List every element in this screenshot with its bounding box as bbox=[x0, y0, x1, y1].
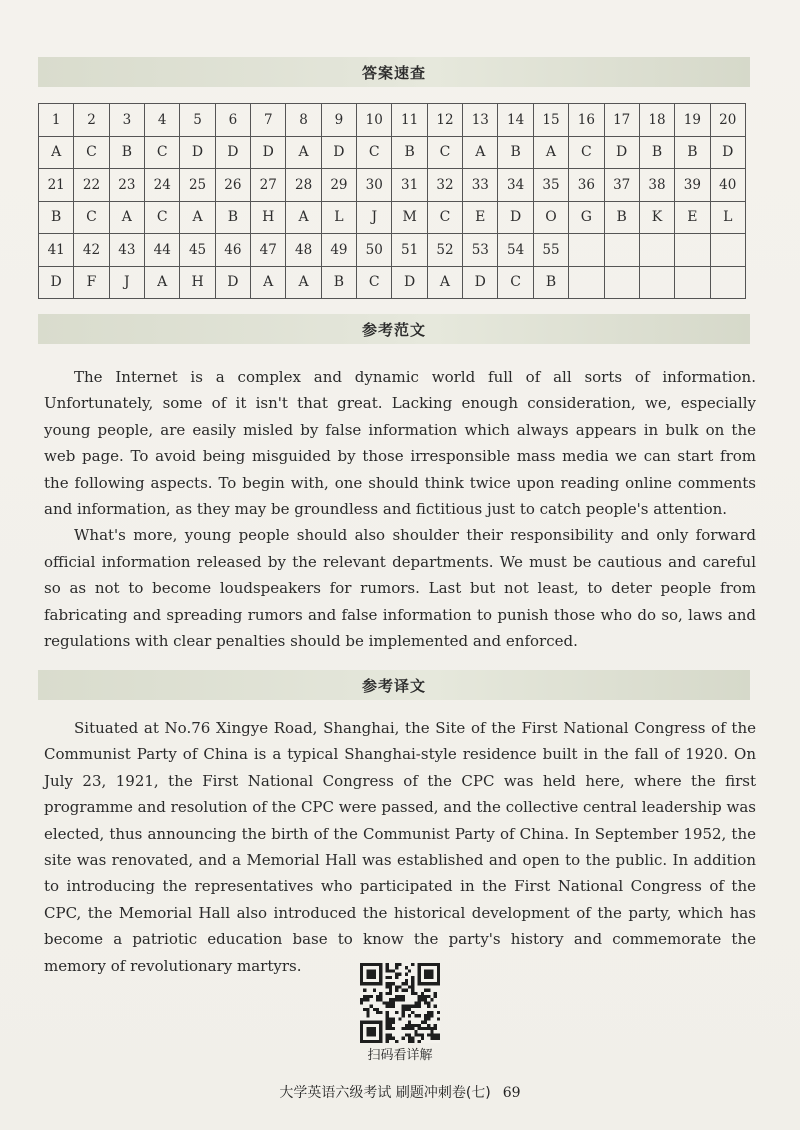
question-number-cell: 31 bbox=[392, 169, 427, 202]
question-number-cell: 15 bbox=[533, 104, 568, 137]
answer-cell: B bbox=[675, 136, 710, 169]
answer-cell: A bbox=[145, 266, 180, 299]
answer-cell: D bbox=[604, 136, 639, 169]
answer-cell: D bbox=[321, 136, 356, 169]
question-number-cell: 37 bbox=[604, 169, 639, 202]
question-number-cell: 40 bbox=[710, 169, 745, 202]
sample-essay bbox=[44, 364, 756, 654]
answer-cell: A bbox=[286, 136, 321, 169]
question-number-cell bbox=[639, 234, 674, 267]
qr-caption: 扫码看详解 bbox=[367, 1048, 433, 1063]
essay-paragraph: What's more, young people should also shoulder their responsibility and only forward official information released by the relevant departments. We must be cautious and careful so as not to become loudspeakers for rumors. Last but not least, to deter people from fabricating and spreading rumors and false information to punish those who do so, laws and regulations with clear penalties should be implemented and enforced. bbox=[44, 526, 756, 651]
answer-key-table bbox=[38, 103, 746, 299]
answer-cell: O bbox=[533, 201, 568, 234]
answer-cell: C bbox=[569, 136, 604, 169]
answer-row bbox=[39, 201, 746, 234]
answer-cell: D bbox=[215, 266, 250, 299]
question-number-cell: 28 bbox=[286, 169, 321, 202]
translation-paragraph: Situated at No.76 Xingye Road, Shanghai, the Site of the First National Congress of the Communist Party of China is a typical Shanghai-style residence built in the fall of 1920. On July 23, 1921, the First National Congress of the CPC was held here, where the first programme and resolution of the CPC were passed, and the collective central leadership was elected, thus announcing the birth of the Communist Party of China. In September 1952, the site was renovated, and a Memorial Hall was established and open to the public. In addition to introducing the representatives who participated in the First National Congress of the CPC, the Memorial Hall also introduced the historical development of the party, which has become a patriotic education base to know the party's history and commemorate the memory of revolutionary martyrs. bbox=[44, 719, 756, 975]
question-number-cell bbox=[675, 234, 710, 267]
page-footer bbox=[200, 1082, 600, 1102]
answer-cell: K bbox=[639, 201, 674, 234]
answer-cell: J bbox=[109, 266, 144, 299]
question-number-cell: 21 bbox=[39, 169, 74, 202]
question-number-cell bbox=[710, 234, 745, 267]
question-number-cell: 29 bbox=[321, 169, 356, 202]
question-number-cell: 49 bbox=[321, 234, 356, 267]
answer-cell: C bbox=[74, 136, 109, 169]
answer-cell: G bbox=[569, 201, 604, 234]
answer-cell: D bbox=[180, 136, 215, 169]
answer-cell bbox=[639, 266, 674, 299]
essay-section-title: 参考范文 bbox=[361, 320, 426, 339]
answer-cell: C bbox=[357, 136, 392, 169]
question-number-cell: 27 bbox=[251, 169, 286, 202]
answer-cell: E bbox=[463, 201, 498, 234]
question-number-cell: 11 bbox=[392, 104, 427, 137]
question-number-cell: 35 bbox=[533, 169, 568, 202]
question-number-cell: 26 bbox=[215, 169, 250, 202]
question-number-cell: 32 bbox=[427, 169, 462, 202]
answer-cell: D bbox=[392, 266, 427, 299]
question-number-cell: 12 bbox=[427, 104, 462, 137]
question-number-cell: 46 bbox=[215, 234, 250, 267]
question-number-cell: 47 bbox=[251, 234, 286, 267]
question-number-cell: 16 bbox=[569, 104, 604, 137]
question-number-row bbox=[39, 169, 746, 202]
question-number-cell: 25 bbox=[180, 169, 215, 202]
answer-cell: C bbox=[74, 201, 109, 234]
question-number-cell: 36 bbox=[569, 169, 604, 202]
question-number-cell: 34 bbox=[498, 169, 533, 202]
answer-cell: H bbox=[180, 266, 215, 299]
question-number-row bbox=[39, 234, 746, 267]
answer-cell: L bbox=[710, 201, 745, 234]
question-number-cell bbox=[569, 234, 604, 267]
question-number-cell: 19 bbox=[675, 104, 710, 137]
question-number-cell: 30 bbox=[357, 169, 392, 202]
answer-cell: B bbox=[39, 201, 74, 234]
question-number-cell: 23 bbox=[109, 169, 144, 202]
answer-cell: A bbox=[39, 136, 74, 169]
answer-cell: A bbox=[463, 136, 498, 169]
question-number-cell: 20 bbox=[710, 104, 745, 137]
question-number-cell: 8 bbox=[286, 104, 321, 137]
question-number-cell: 13 bbox=[463, 104, 498, 137]
answer-cell: A bbox=[533, 136, 568, 169]
question-number-cell: 38 bbox=[639, 169, 674, 202]
question-number-cell: 54 bbox=[498, 234, 533, 267]
answer-cell: E bbox=[675, 201, 710, 234]
question-number-cell: 55 bbox=[533, 234, 568, 267]
answer-cell: C bbox=[427, 136, 462, 169]
question-number-cell: 53 bbox=[463, 234, 498, 267]
question-number-cell: 22 bbox=[74, 169, 109, 202]
answer-cell: C bbox=[427, 201, 462, 234]
answer-cell: B bbox=[533, 266, 568, 299]
answer-cell: A bbox=[286, 266, 321, 299]
answer-cell: C bbox=[498, 266, 533, 299]
question-number-cell: 44 bbox=[145, 234, 180, 267]
answer-cell: F bbox=[74, 266, 109, 299]
question-number-row bbox=[39, 104, 746, 137]
page-number: 69 bbox=[502, 1085, 521, 1101]
question-number-cell: 50 bbox=[357, 234, 392, 267]
qr-code-icon[interactable] bbox=[360, 963, 440, 1043]
question-number-cell: 1 bbox=[39, 104, 74, 137]
question-number-cell: 5 bbox=[180, 104, 215, 137]
answers-section-title: 答案速查 bbox=[361, 63, 426, 82]
question-number-cell: 6 bbox=[215, 104, 250, 137]
answer-cell: B bbox=[215, 201, 250, 234]
answer-cell: C bbox=[145, 201, 180, 234]
answer-cell: A bbox=[180, 201, 215, 234]
answer-row bbox=[39, 266, 746, 299]
answer-cell: D bbox=[710, 136, 745, 169]
answer-cell: B bbox=[498, 136, 533, 169]
question-number-cell: 48 bbox=[286, 234, 321, 267]
answer-cell: A bbox=[251, 266, 286, 299]
answer-cell: A bbox=[427, 266, 462, 299]
question-number-cell: 10 bbox=[357, 104, 392, 137]
answer-cell: B bbox=[392, 136, 427, 169]
answer-cell bbox=[604, 266, 639, 299]
question-number-cell: 17 bbox=[604, 104, 639, 137]
question-number-cell: 39 bbox=[675, 169, 710, 202]
answer-cell: M bbox=[392, 201, 427, 234]
question-number-cell bbox=[604, 234, 639, 267]
essay-section-banner bbox=[38, 314, 750, 344]
answer-cell: B bbox=[109, 136, 144, 169]
answer-cell: C bbox=[357, 266, 392, 299]
answer-cell: B bbox=[321, 266, 356, 299]
question-number-cell: 45 bbox=[180, 234, 215, 267]
footer-book-title: 大学英语六级考试 刷题冲刺卷(七) bbox=[279, 1085, 491, 1101]
question-number-cell: 43 bbox=[109, 234, 144, 267]
question-number-cell: 52 bbox=[427, 234, 462, 267]
question-number-cell: 41 bbox=[39, 234, 74, 267]
answer-cell: D bbox=[215, 136, 250, 169]
answer-cell: B bbox=[639, 136, 674, 169]
answer-cell: H bbox=[251, 201, 286, 234]
question-number-cell: 24 bbox=[145, 169, 180, 202]
question-number-cell: 42 bbox=[74, 234, 109, 267]
answer-cell: B bbox=[604, 201, 639, 234]
answer-cell: A bbox=[109, 201, 144, 234]
answer-row bbox=[39, 136, 746, 169]
question-number-cell: 7 bbox=[251, 104, 286, 137]
question-number-cell: 51 bbox=[392, 234, 427, 267]
answer-cell bbox=[569, 266, 604, 299]
answers-section-banner bbox=[38, 57, 750, 87]
question-number-cell: 14 bbox=[498, 104, 533, 137]
question-number-cell: 2 bbox=[74, 104, 109, 137]
answer-cell: D bbox=[498, 201, 533, 234]
essay-paragraph: The Internet is a complex and dynamic world full of all sorts of information. Unfortunately, some of it isn't that great. Lacking enough consideration, we, especially young people, are easily misled by false information which always appears in bulk on the web page. To avoid being misguided by those irresponsible mass media we can start from the following aspects. To begin with, one should think twice upon reading online comments and information, as they may be groundless and fictitious just to catch people's attention. bbox=[44, 368, 756, 519]
answer-cell: D bbox=[39, 266, 74, 299]
answer-cell: D bbox=[251, 136, 286, 169]
question-number-cell: 9 bbox=[321, 104, 356, 137]
translation-section-banner bbox=[38, 670, 750, 700]
answer-cell: D bbox=[463, 266, 498, 299]
question-number-cell: 33 bbox=[463, 169, 498, 202]
answer-cell bbox=[675, 266, 710, 299]
answer-cell: C bbox=[145, 136, 180, 169]
answer-cell bbox=[710, 266, 745, 299]
answer-cell: L bbox=[321, 201, 356, 234]
answer-cell: J bbox=[357, 201, 392, 234]
question-number-cell: 18 bbox=[639, 104, 674, 137]
translation-section-title: 参考译文 bbox=[361, 676, 426, 695]
question-number-cell: 4 bbox=[145, 104, 180, 137]
answer-cell: A bbox=[286, 201, 321, 234]
question-number-cell: 3 bbox=[109, 104, 144, 137]
sample-translation bbox=[44, 715, 756, 979]
